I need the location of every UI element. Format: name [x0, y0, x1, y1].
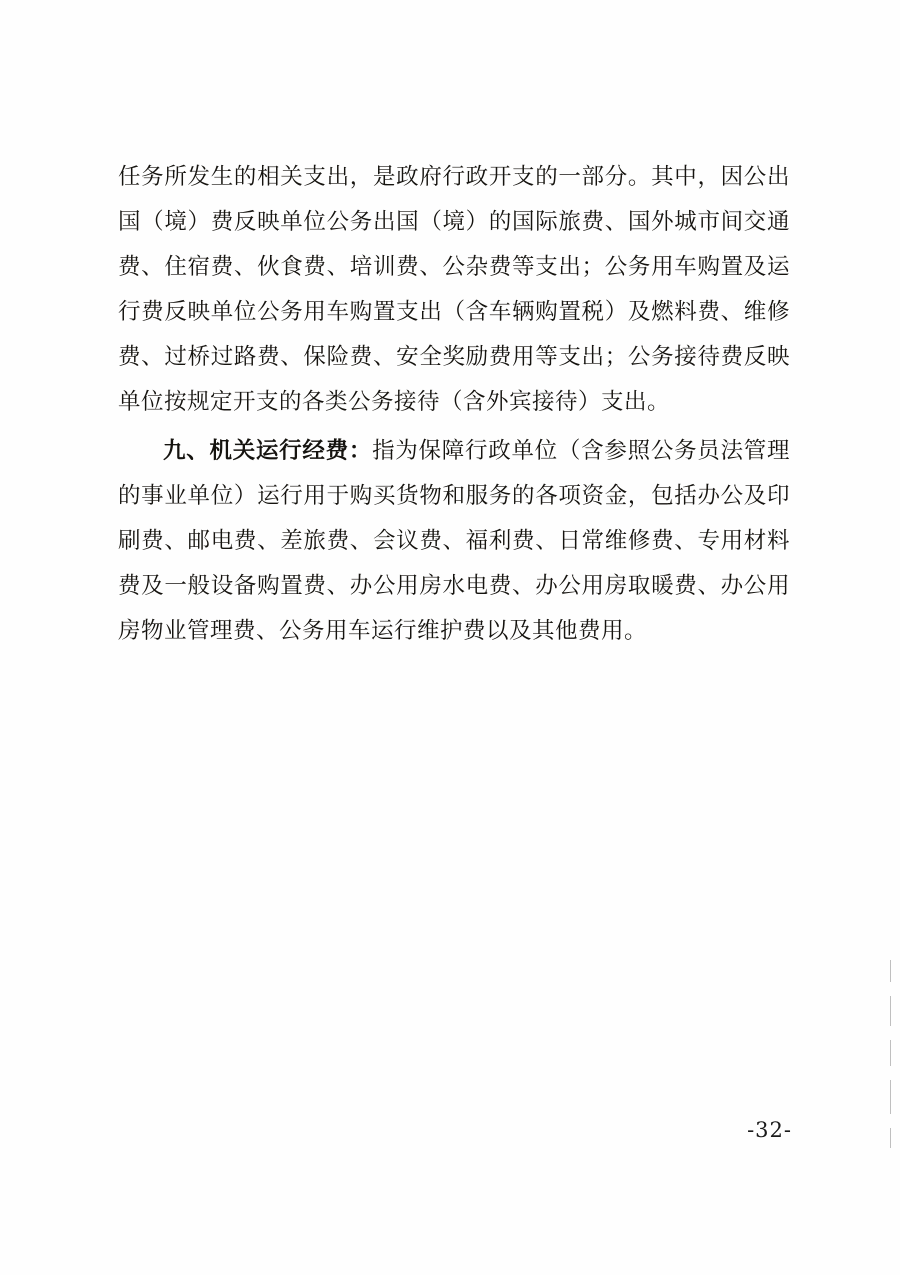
- page-number: -32-: [747, 1118, 792, 1142]
- page-content: [118, 155, 790, 654]
- paragraph-item-nine-lead: 九、机关运行经费：: [163, 438, 373, 464]
- paragraph-item-nine-body: 指为保障行政单位（含参照公务员法管理的事业单位）运行用于购买货物和服务的各项资金，包括办公及印刷费、邮电费、差旅费、会议费、福利费、日常维修费、专用材料费及一般设备购置费、办公用房水电费、办公用房取暖费、办公用房物业管理费、公务用车运行维护费以及其他费用。: [118, 438, 790, 644]
- edge-mark: [890, 1040, 891, 1066]
- paragraph-continuation: 任务所发生的相关支出，是政府行政开支的一部分。其中，因公出国（境）费反映单位公务出国（境）的国际旅费、国外城市间交通费、住宿费、伙食费、培训费、公杂费等支出；公务用车购置及运行费反映单位公务用车购置支出（含车辆购置税）及燃料费、维修费、过桥过路费、保险费、安全奖励费用等支出；公务接待费反映单位按规定开支的各类公务接待（含外宾接待）支出。: [118, 164, 790, 415]
- edge-mark: [890, 1128, 891, 1148]
- edge-mark: [890, 1080, 891, 1114]
- paragraph-item-nine: [118, 429, 790, 654]
- edge-mark: [890, 960, 891, 982]
- edge-mark: [890, 996, 891, 1026]
- scan-edge-marks: [890, 960, 892, 1260]
